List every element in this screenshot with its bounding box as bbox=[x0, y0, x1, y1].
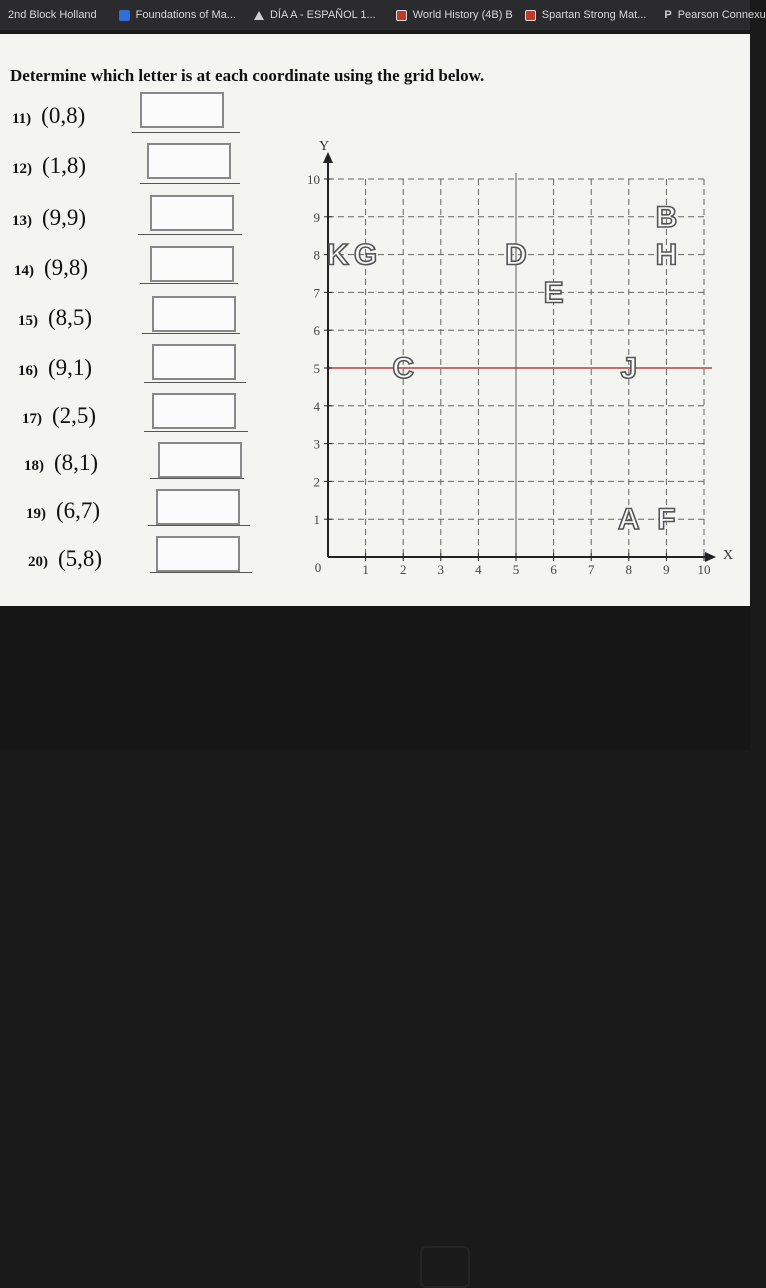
y-tick-label: 4 bbox=[313, 398, 320, 414]
question-number: 11) bbox=[12, 111, 32, 127]
x-tick-label: 9 bbox=[663, 562, 670, 577]
point-label-j: J bbox=[620, 352, 638, 385]
point-label-f: F bbox=[657, 503, 676, 537]
x-tick-label: 5 bbox=[512, 562, 520, 577]
question-coordinate: (1,8) bbox=[42, 153, 87, 178]
point-label-b: B bbox=[655, 200, 678, 234]
point-label-h: H bbox=[655, 238, 678, 272]
x-tick-label: 4 bbox=[475, 562, 482, 577]
x-axis-arrow bbox=[705, 552, 716, 562]
point-label-a: A bbox=[617, 503, 640, 537]
bookmark-label: Pearson Connexu bbox=[677, 9, 766, 21]
bookmark-label: 2nd Block Holland bbox=[8, 9, 97, 21]
origin-label: 0 bbox=[314, 560, 322, 575]
x-tick-label: 6 bbox=[550, 562, 557, 577]
question-number: 14) bbox=[14, 263, 34, 279]
x-tick-label: 7 bbox=[587, 562, 595, 577]
x-tick-label: 8 bbox=[625, 562, 633, 577]
question-coordinate: (6,7) bbox=[56, 498, 101, 523]
point-label-e: E bbox=[543, 276, 564, 310]
point-label-g: G bbox=[353, 238, 378, 272]
bookmark-label: DÍA A - ESPAÑOL 1... bbox=[269, 9, 376, 21]
question-coordinate: (5,8) bbox=[58, 546, 103, 571]
point-label-c: C bbox=[392, 352, 415, 385]
question-number: 19) bbox=[26, 506, 46, 522]
question-number: 13) bbox=[12, 213, 32, 229]
question-number: 12) bbox=[12, 161, 32, 177]
y-tick-label: 1 bbox=[313, 512, 320, 528]
y-tick-label: 9 bbox=[313, 209, 320, 225]
x-axis-label: X bbox=[722, 548, 734, 563]
x-tick-label: 3 bbox=[437, 562, 445, 577]
question-coordinate: (0,8) bbox=[41, 103, 86, 128]
x-tick-label: 10 bbox=[697, 562, 711, 577]
question-coordinate: (9,9) bbox=[42, 205, 87, 230]
question-number: 16) bbox=[18, 363, 38, 379]
y-tick-label: 8 bbox=[313, 247, 320, 263]
y-axis-label: Y bbox=[318, 139, 330, 154]
question-number: 18) bbox=[24, 458, 44, 474]
y-tick-label: 3 bbox=[313, 436, 320, 452]
point-label-k: K bbox=[327, 238, 349, 272]
question-coordinate: (8,5) bbox=[48, 305, 93, 330]
x-tick-label: 1 bbox=[362, 562, 369, 577]
question-number: 17) bbox=[22, 411, 42, 427]
question-coordinate: (2,5) bbox=[52, 403, 97, 428]
y-tick-label: 2 bbox=[313, 474, 320, 490]
point-label-d: D bbox=[505, 238, 527, 272]
pearson-icon: P bbox=[664, 9, 672, 21]
y-tick-label: 5 bbox=[313, 361, 320, 376]
y-tick-label: 7 bbox=[313, 285, 320, 301]
question-number: 20) bbox=[28, 554, 48, 570]
bookmark-label: Foundations of Ma... bbox=[135, 9, 236, 21]
bookmark-label: Spartan Strong Mat... bbox=[541, 9, 647, 21]
question-coordinate: (8,1) bbox=[54, 450, 99, 475]
bookmark-label: World History (4B) B bbox=[412, 9, 513, 21]
question-coordinate: (9,1) bbox=[48, 355, 93, 380]
worksheet-heading: Determine which letter is at each coordinate using the grid below. bbox=[10, 66, 485, 85]
y-tick-label: 6 bbox=[313, 323, 320, 339]
x-tick-label: 2 bbox=[399, 562, 407, 577]
question-number: 15) bbox=[18, 313, 38, 329]
monitor-logo-icon bbox=[420, 1246, 470, 1288]
y-tick-label: 10 bbox=[307, 172, 320, 187]
question-coordinate: (9,8) bbox=[44, 255, 89, 280]
